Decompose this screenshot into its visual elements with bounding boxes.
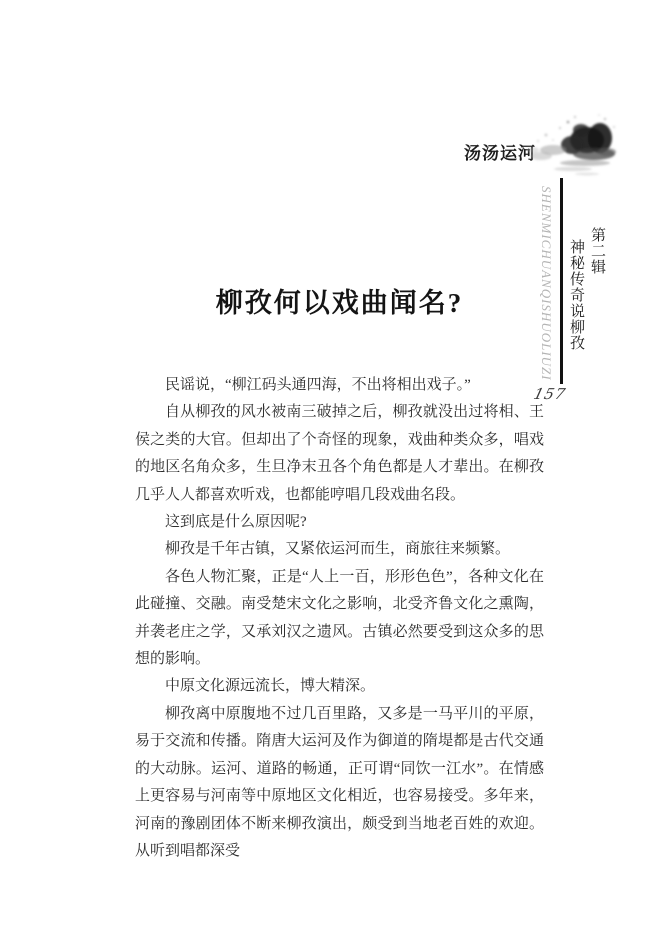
paragraph: 各色人物汇聚，正是“人上一百，形形色色”，各种文化在此碰撞、交融。南受楚宋文化之影响，北受齐鲁文化之熏陶，并袭老庄之学，又承刘汉之遗风。古镇必然要受到这众多的思想的影响。 — [135, 568, 544, 668]
article-title: 柳孜何以戏曲闻名? — [215, 288, 464, 319]
sidebar-pinyin-text: SHENMICHUANQISHUOLIUZI — [539, 186, 554, 381]
page-number: 157 — [531, 385, 568, 403]
paragraph: 这到底是什么原因呢? — [165, 514, 307, 531]
sidebar-rule — [560, 178, 563, 384]
paragraph: 民谣说，“柳江码头通四海，不出将相出戏子。” — [165, 377, 471, 393]
ink-wash-painting-icon — [515, 110, 630, 184]
running-head: 汤汤运河 — [464, 144, 536, 163]
sidebar-volume-block — [566, 227, 608, 351]
paragraph: 中原文化源远流长，博大精深。 — [165, 678, 376, 695]
volume-title: 神秘传奇说柳孜 — [568, 239, 584, 351]
paragraph: 柳孜是千年古镇，又紧依运河而生，商旅往来频繁。 — [165, 541, 511, 558]
article-body — [135, 372, 544, 865]
volume-label: 第二辑 — [589, 227, 605, 275]
paragraph: 自从柳孜的风水被南三破掉之后，柳孜就没出过将相、王侯之类的大官。但却出了个奇怪的现象，戏曲种类众多，唱戏的地区名角众多，生旦净末丑各个角色都是人才辈出。在柳孜几乎人人都喜欢听戏，也都能哼唱几段戏曲名段。 — [135, 404, 544, 503]
paragraph: 柳孜离中原腹地不过几百里路，又多是一马平川的平原，易于交流和传播。隋唐大运河及作为御道的隋堤都是古代交通的大动脉。运河、道路的畅通，正可谓“同饮一江水”。在情感上更容易与河南等中原地区文化相近，也容易接受。多年来，河南的豫剧团体不断来柳孜演出，颇受到当地老百姓的欢迎。从听到唱都深受 — [135, 705, 544, 859]
